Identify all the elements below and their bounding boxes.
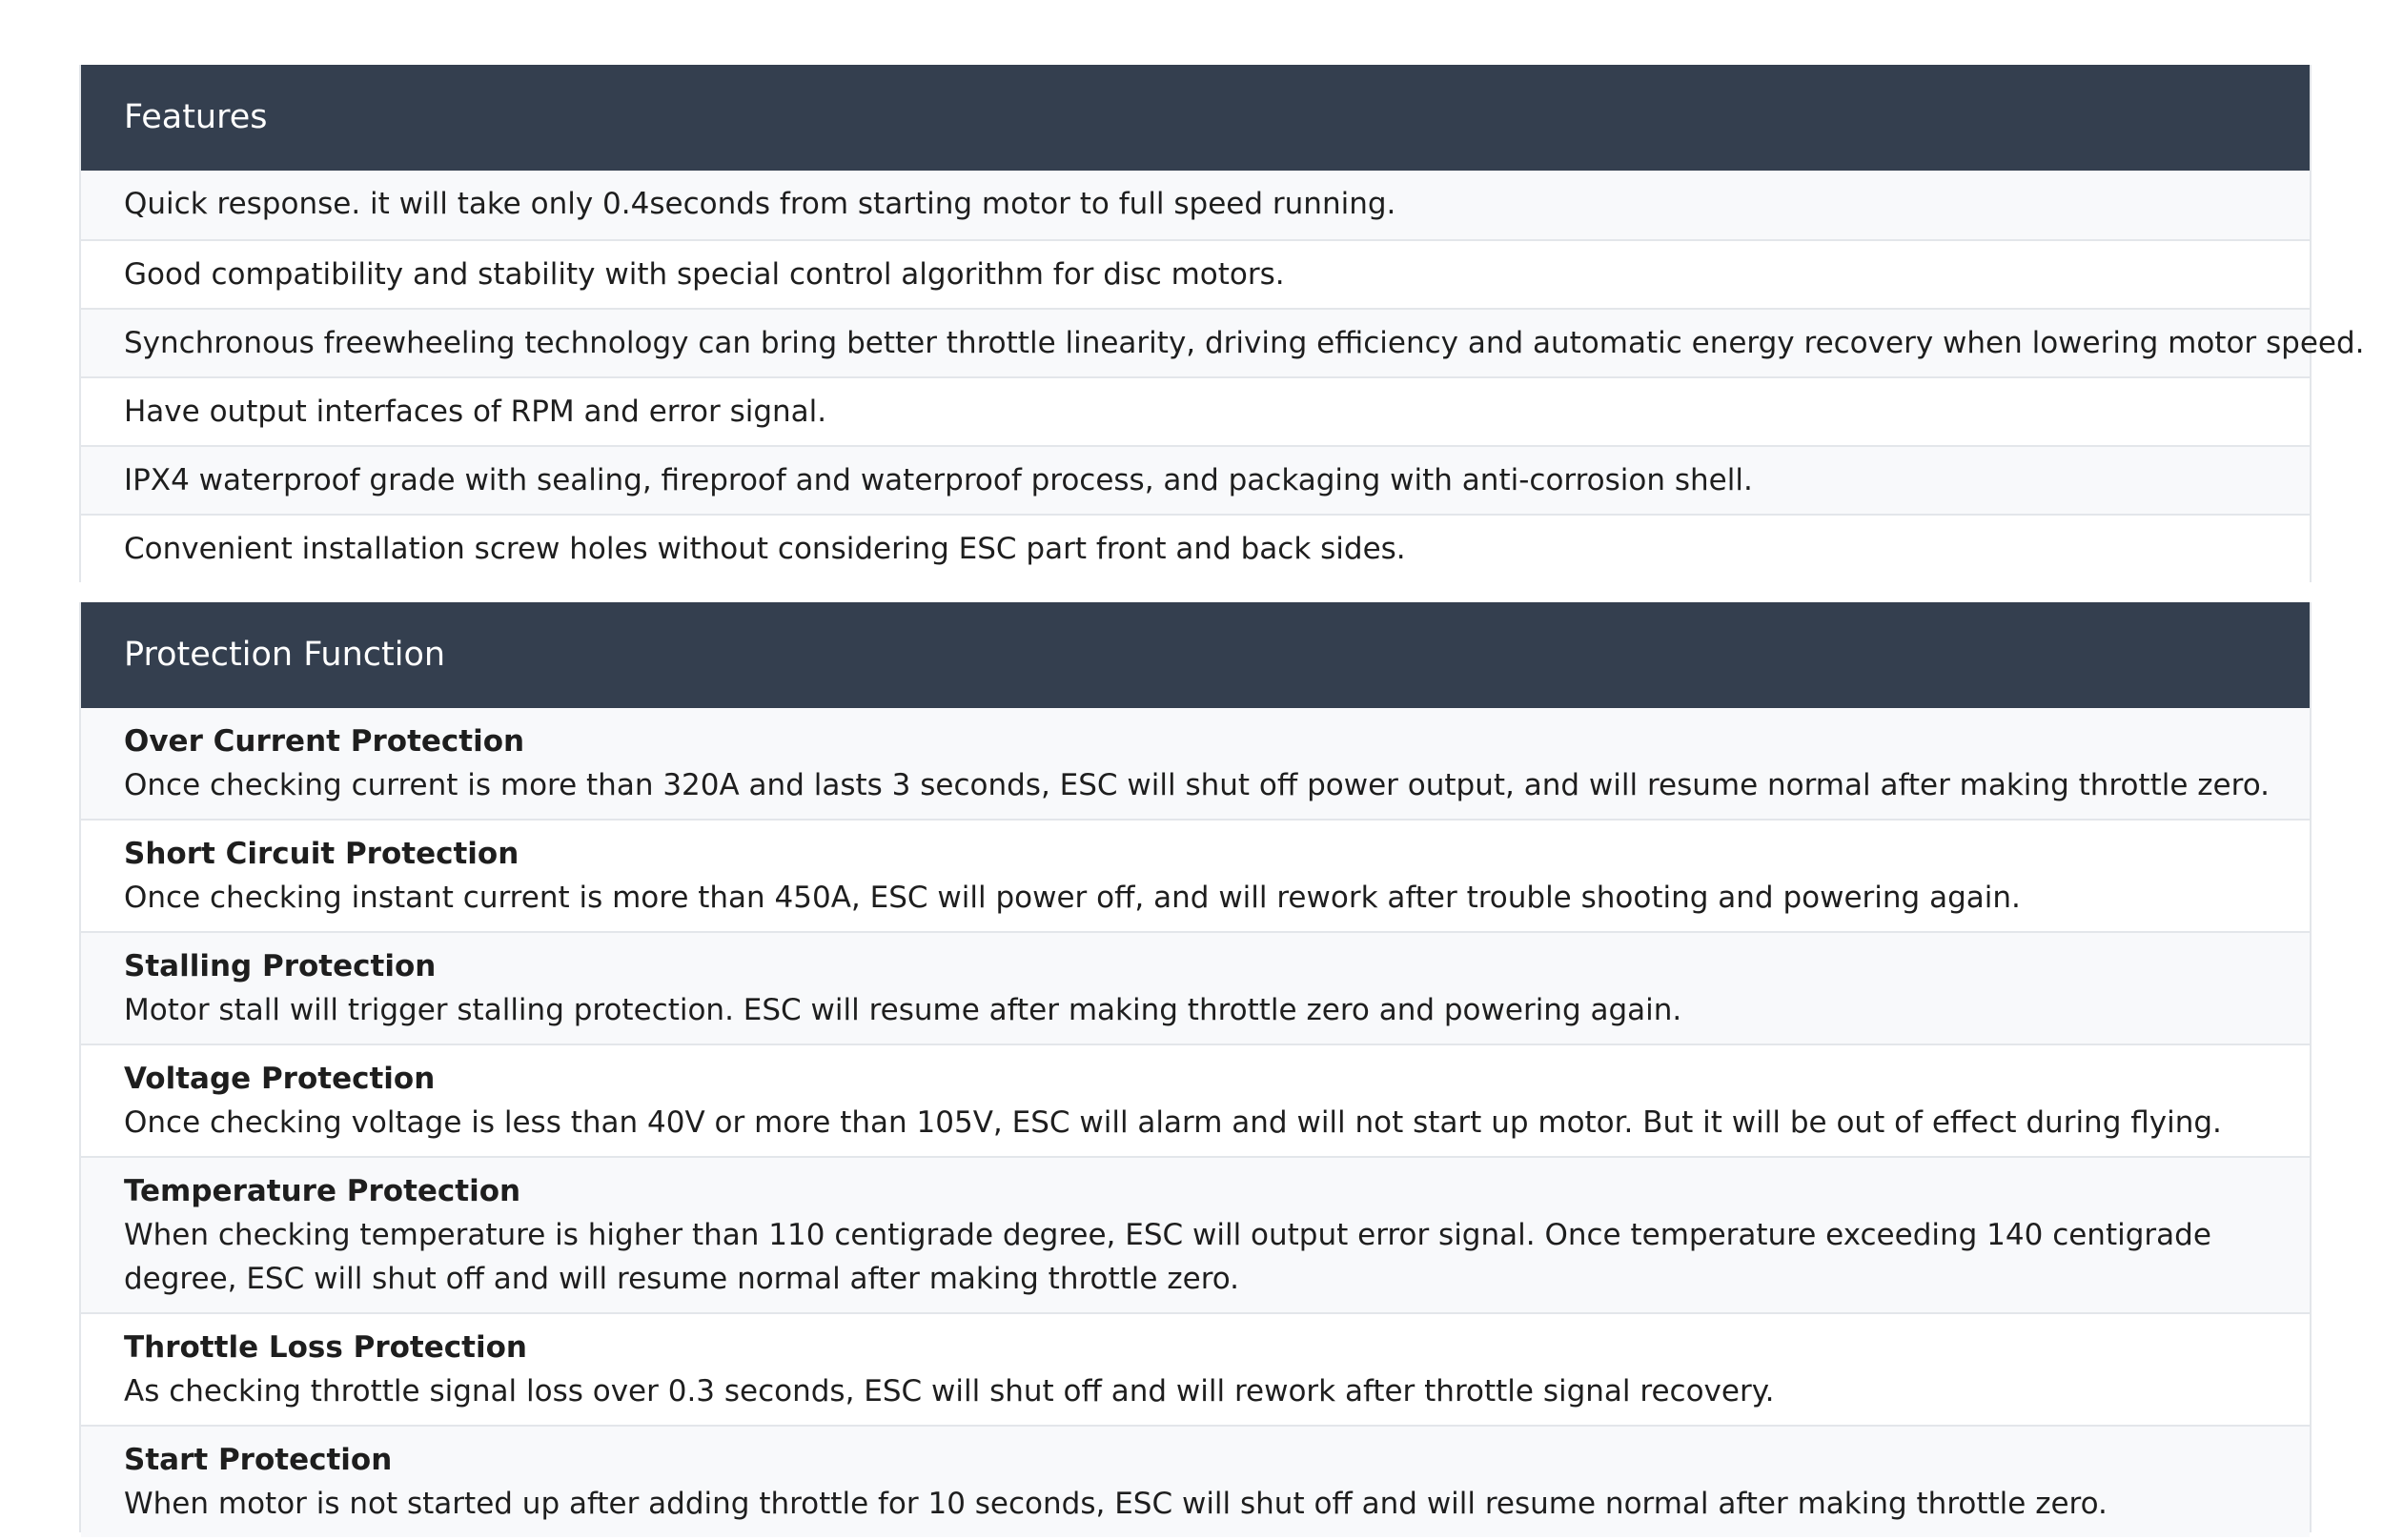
feature-item: Have output interfaces of RPM and error signal. [81,376,2310,445]
protection-item-text: When motor is not started up after adding throttle for 10 seconds, ESC will shut off and will resume normal after making throttle zero. [124,1487,2108,1521]
protection-item-text: Once checking current is more than 320A and lasts 3 seconds, ESC will shut off power output, and will resume normal after making throttle zero. [124,768,2270,802]
feature-item: IPX4 waterproof grade with sealing, fireproof and waterproof process, and packaging with anti-corrosion shell. [81,445,2310,514]
protection-item-text: Once checking voltage is less than 40V or more than 105V, ESC will alarm and will not start up motor. But it will be out of effect during flying. [124,1105,2222,1140]
protection-item [81,1425,2310,1537]
features-list [81,171,2365,582]
protection-item-title: Over Current Protection [124,724,525,759]
protection-item [81,1312,2310,1425]
protection-item-text: Motor stall will trigger stalling protection. ESC will resume after making throttle zero and powering again. [124,993,1682,1027]
feature-item: Convenient installation screw holes without considering ESC part front and back sides. [81,514,2310,582]
protection-item-text: When checking temperature is higher than 110 centigrade degree, ESC will output error signal. Once temperature exceeding 140 centigrade degree, ESC will shut off and will resume normal after making throttle zero. [124,1218,2211,1296]
protection-panel [79,602,2312,1532]
protection-item-title: Voltage Protection [124,1062,436,1096]
protection-item-title: Temperature Protection [124,1174,521,1208]
protection-item [81,1156,2310,1312]
protection-item-title: Throttle Loss Protection [124,1330,527,1365]
feature-item: Synchronous freewheeling technology can bring better throttle linearity, driving efficiency and automatic energy recovery when lowering motor speed. [81,308,2310,376]
features-panel [79,65,2365,582]
protection-item [81,931,2310,1044]
protection-item [81,819,2310,931]
protection-item [81,1044,2310,1156]
protection-item-title: Start Protection [124,1443,393,1477]
protection-list [81,708,2310,1537]
protection-item-title: Short Circuit Protection [124,837,519,871]
protection-item-text: Once checking instant current is more than 450A, ESC will power off, and will rework after trouble shooting and powering again. [124,881,2021,915]
protection-item-text: As checking throttle signal loss over 0.3 seconds, ESC will shut off and will rework after throttle signal recovery. [124,1374,1775,1408]
feature-item: Quick response. it will take only 0.4seconds from starting motor to full speed running. [81,171,2310,239]
protection-item [81,708,2310,819]
features-header: Features [81,65,2310,171]
protection-item-title: Stalling Protection [124,949,437,983]
protection-header: Protection Function [81,602,2310,708]
feature-item: Good compatibility and stability with special control algorithm for disc motors. [81,239,2310,308]
